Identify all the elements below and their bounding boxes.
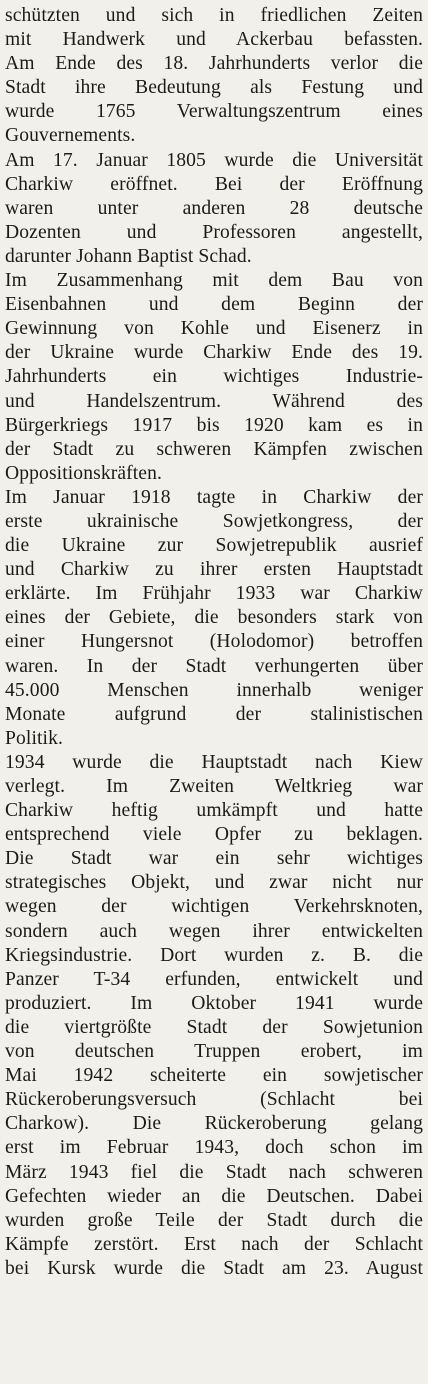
text-line: von deutschen Truppen erobert, im — [5, 1041, 423, 1063]
text-line: Charkiw heftig umkämpft und hatte — [5, 800, 423, 822]
text-line: wurden große Teile der Stadt durch die — [5, 1209, 423, 1231]
text-line: Dozenten und Professoren angestellt, — [5, 221, 423, 243]
text-line: der Ukraine wurde Charkiw Ende des 19. — [5, 342, 423, 364]
text-line: 1934 wurde die Hauptstadt nach Kiew — [5, 751, 423, 773]
text-line: Charkow). Die Rückeroberung gelang — [5, 1113, 423, 1135]
text-line: und Charkiw zu ihrer ersten Hauptstadt — [5, 559, 423, 581]
text-line: der Stadt zu schweren Kämpfen zwischen — [5, 438, 423, 460]
text-line: die viertgrößte Stadt der Sowjetunion — [5, 1016, 423, 1038]
text-line: Gouvernements. — [5, 125, 136, 147]
text-line: schützten und sich in friedlichen Zeiten — [5, 5, 423, 26]
text-line: wurde 1765 Verwaltungszentrum eines — [5, 101, 423, 123]
text-line: Eisenbahnen und dem Beginn der — [5, 294, 423, 316]
text-line: Bürgerkriegs 1917 bis 1920 kam es in — [5, 414, 423, 436]
text-line: wegen der wichtigen Verkehrsknoten, — [5, 896, 423, 918]
text-line: erste ukrainische Sowjetkongress, der — [5, 510, 423, 532]
text-line: bei Kursk wurde die Stadt am 23. August — [5, 1257, 423, 1279]
text-line: produziert. Im Oktober 1941 wurde — [5, 992, 423, 1014]
text-line: Am 17. Januar 1805 wurde die Universität — [5, 149, 423, 171]
text-line: Mai 1942 scheiterte ein sowjetischer — [5, 1065, 423, 1087]
text-line: Kämpfe zerstört. Erst nach der Schlacht — [5, 1233, 423, 1255]
text-line: verlegt. Im Zweiten Weltkrieg war — [5, 776, 423, 797]
text-line: waren unter anderen 28 deutsche — [5, 197, 423, 219]
text-line: Gefechten wieder an die Deutschen. Dabei — [5, 1185, 423, 1207]
text-line: Rückeroberungsversuch (Schlacht bei — [5, 1089, 423, 1111]
text-line: Im Zusammenhang mit dem Bau von — [5, 270, 423, 292]
text-line: die Ukraine zur Sowjetrepublik ausrief — [5, 535, 423, 557]
text-line: Panzer T-34 erfunden, entwickelt und — [5, 968, 423, 990]
text-line: eines der Gebiete, die besonders stark von — [5, 607, 423, 629]
text-line: mit Handwerk und Ackerbau befassten. — [5, 29, 423, 51]
text-line: erst im Februar 1943, doch schon im — [5, 1137, 423, 1159]
text-line: Gewinnung von Kohle und Eisenerz in — [5, 318, 423, 340]
text-line: einer Hungersnot (Holodomor) betroffen — [5, 631, 423, 653]
text-line: Im Januar 1918 tagte in Charkiw der — [5, 486, 423, 508]
text-line: strategisches Objekt, und zwar nicht nur — [5, 872, 423, 894]
text-line: und Handelszentrum. Während des — [5, 390, 423, 412]
text-line: Stadt ihre Bedeutung als Festung und — [5, 77, 423, 99]
text-line: Jahrhunderts ein wichtiges Industrie- — [5, 366, 423, 388]
text-line: entsprechend viele Opfer zu beklagen. — [5, 824, 423, 846]
body-text — [5, 4, 423, 1281]
text-line: Politik. — [5, 727, 63, 749]
text-line: Am Ende des 18. Jahrhunderts verlor die — [5, 53, 423, 75]
text-line: Die Stadt war ein sehr wichtiges — [5, 848, 423, 870]
text-line: waren. In der Stadt verhungerten über — [5, 655, 423, 677]
text-line: Charkiw eröffnet. Bei der Eröffnung — [5, 173, 423, 195]
text-line: Monate aufgrund der stalinistischen — [5, 703, 423, 725]
text-line: darunter Johann Baptist Schad. — [5, 245, 252, 267]
text-line: Oppositionskräften. — [5, 462, 162, 484]
text-line: Kriegsindustrie. Dort wurden z. B. die — [5, 944, 423, 966]
text-line: März 1943 fiel die Stadt nach schweren — [5, 1161, 423, 1183]
text-line: sondern auch wegen ihrer entwickelten — [5, 920, 423, 942]
text-line: erklärte. Im Frühjahr 1933 war Charkiw — [5, 583, 423, 605]
text-line: 45.000 Menschen innerhalb weniger — [5, 679, 423, 701]
